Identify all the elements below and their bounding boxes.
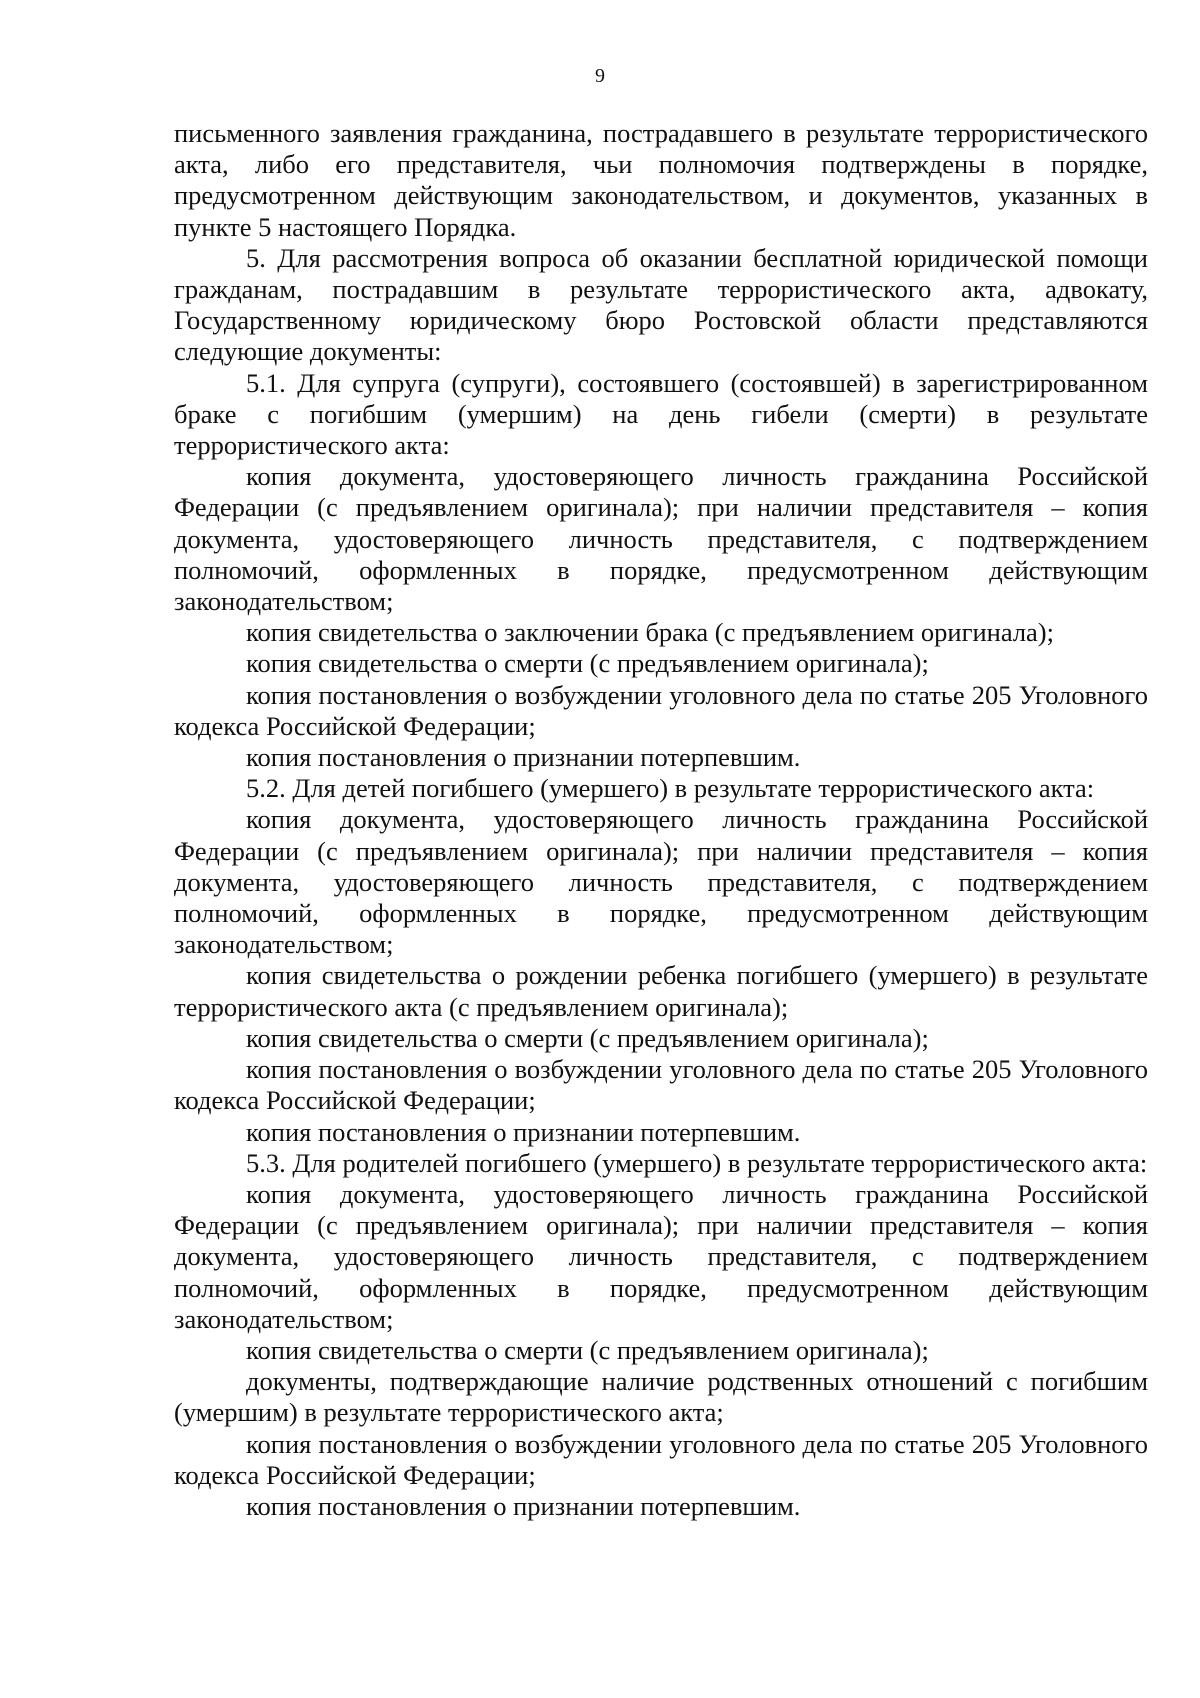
paragraph-application-continuation: письменного заявления гражданина, пострадавшего в результате террористического акта, либо его представителя, чьи полномочия подтверждены в порядке, предусмотренном действующим законодательством, и документов, указанных в пункте 5 настоящего Порядка.: [174, 118, 1148, 242]
list-item: копия свидетельства о смерти (с предъявлением оригинала);: [246, 648, 929, 679]
paragraph-item-5-3: 5.3. Для родителей погибшего (умершего) в результате террористического акта:: [246, 1147, 1148, 1178]
list-item: копия документа, удостоверяющего личность гражданина Российской Федерации (с предъявлением оригинала); при наличии представителя – копия документа, удостоверяющего личность представителя, с подтверждением полномочий, оформленных в порядке, предусмотренном действующим законодательством;: [174, 461, 1148, 617]
paragraph-item-5-1: 5.1. Для супруга (супруги), состоявшего (состоявшей) в зарегистрированном браке с погибшим (умершим) на день гибели (смерти) в результате террористического акта:: [174, 367, 1148, 461]
list-item: копия постановления о признании потерпевшим.: [246, 1116, 801, 1147]
list-item: копия документа, удостоверяющего личность гражданина Российской Федерации (с предъявлением оригинала); при наличии представителя – копия документа, удостоверяющего личность представителя, с подтверждением полномочий, оформленных в порядке, предусмотренном действующим законодательством;: [174, 804, 1148, 960]
paragraph-item-5-2: 5.2. Для детей погибшего (умершего) в результате террористического акта:: [246, 773, 1095, 804]
list-item: копия постановления о возбуждении уголовного дела по статье 205 Уголовного кодекса Российской Федерации;: [174, 1054, 1148, 1116]
list-item: копия свидетельства о заключении брака (с предъявлением оригинала);: [246, 617, 1054, 648]
list-item: копия постановления о признании потерпевшим.: [246, 1490, 801, 1521]
list-item: копия свидетельства о смерти (с предъявлением оригинала);: [246, 1022, 929, 1053]
list-item: копия свидетельства о смерти (с предъявлением оригинала);: [246, 1334, 929, 1365]
document-body: [174, 118, 1148, 1522]
list-item: копия свидетельства о рождении ребенка погибшего (умершего) в результате террористического акта (с предъявлением оригинала);: [174, 960, 1148, 1022]
list-item: копия документа, удостоверяющего личность гражданина Российской Федерации (с предъявлением оригинала); при наличии представителя – копия документа, удостоверяющего личность представителя, с подтверждением полномочий, оформленных в порядке, предусмотренном действующим законодательством;: [174, 1178, 1148, 1334]
list-item: копия постановления о возбуждении уголовного дела по статье 205 Уголовного кодекса Российской Федерации;: [174, 679, 1148, 741]
paragraph-item-5: 5. Для рассмотрения вопроса об оказании бесплатной юридической помощи гражданам, пострадавшим в результате террористического акта, адвокату, Государственному юридическому бюро Ростовской области представляются следующие документы:: [174, 242, 1148, 367]
list-item: копия постановления о признании потерпевшим.: [246, 742, 801, 773]
page-number: 9: [595, 65, 605, 87]
list-item: копия постановления о возбуждении уголовного дела по статье 205 Уголовного кодекса Российской Федерации;: [174, 1428, 1148, 1490]
list-item: документы, подтверждающие наличие родственных отношений с погибшим (умершим) в результате террористического акта;: [174, 1366, 1148, 1428]
